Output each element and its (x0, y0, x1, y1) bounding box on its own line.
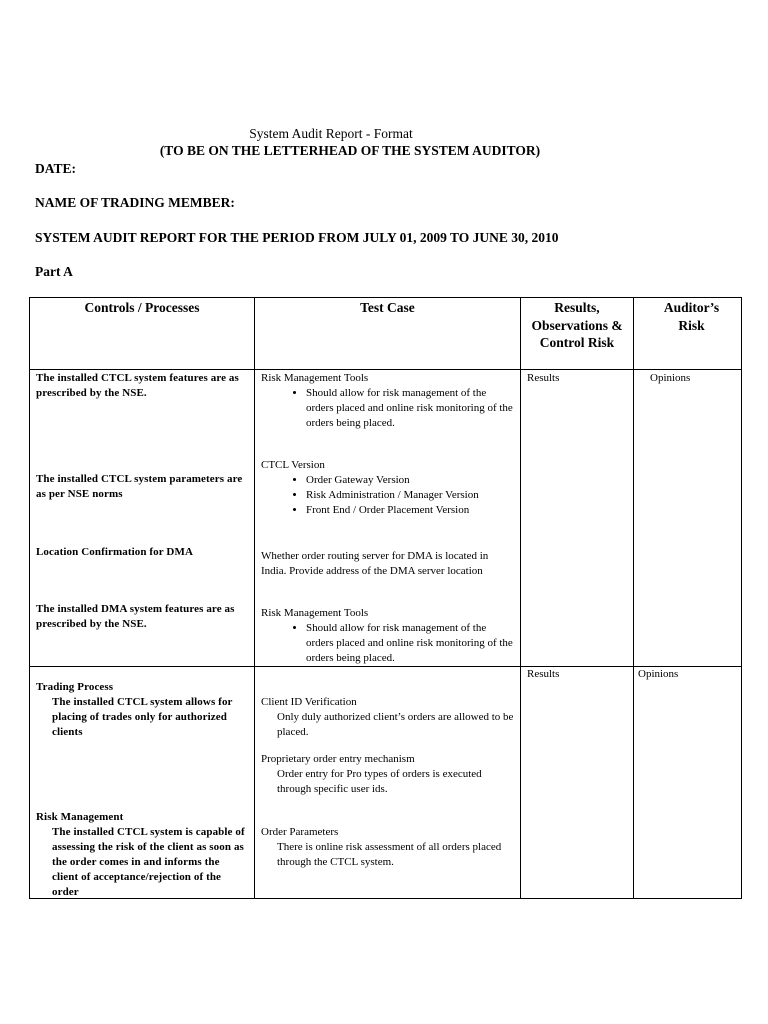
test-block (261, 371, 515, 431)
test-case-cell (255, 667, 521, 899)
control-item (36, 810, 248, 900)
header-test-case: Test Case (255, 298, 521, 370)
test-block (261, 458, 515, 518)
test-bullet: • Order Gateway Version (306, 473, 515, 488)
date-label: DATE: (35, 161, 77, 176)
header-auditor-risk: Auditor’s Risk (634, 298, 742, 370)
header-controls: Controls / Processes (30, 298, 255, 370)
test-bullets (261, 621, 515, 666)
document-subtitle: (TO BE ON THE LETTERHEAD OF THE SYSTEM AUDITOR) (159, 143, 541, 158)
results-text: Results (527, 372, 560, 384)
control-item: The installed DMA system features are as prescribed by the NSE. (36, 603, 235, 630)
audit-table (29, 297, 742, 899)
table-header-row (30, 298, 742, 370)
results-cell (521, 370, 634, 667)
test-title: Order Parameters (261, 826, 339, 838)
test-title: Client ID Verification (261, 696, 357, 708)
test-title: Proprietary order entry mechanism (261, 753, 415, 765)
test-text: Only duly authorized client’s orders are allowed to be placed. (277, 711, 514, 738)
test-bullet: • Front End / Order Placement Version (306, 503, 515, 518)
control-item: Location Confirmation for DMA (36, 546, 193, 558)
control-title: Trading Process (36, 681, 114, 693)
control-text: The installed CTCL system is capable of assessing the risk of the client as soon as the order comes in and informs the client of acceptance/rejection of the order (52, 826, 245, 898)
trading-member-label: NAME OF TRADING MEMBER: (35, 195, 235, 210)
table-row (30, 667, 742, 899)
opinions-text: Opinions (638, 668, 679, 680)
test-bullet: • Should allow for risk management of the orders placed and online risk monitoring of the orders being placed. (306, 621, 515, 666)
table-row (30, 370, 742, 667)
test-bullet: • Risk Administration / Manager Version (306, 488, 515, 503)
test-block (261, 606, 515, 666)
test-text: There is online risk assessment of all orders placed through the CTCL system. (277, 841, 502, 868)
audit-period-heading: SYSTEM AUDIT REPORT FOR THE PERIOD FROM JULY 01, 2009 TO JUNE 30, 2010 (35, 230, 559, 245)
results-text: Results (527, 668, 560, 680)
test-text: Order entry for Pro types of orders is executed through specific user ids. (277, 768, 482, 795)
control-item: The installed CTCL system features are as prescribed by the NSE. (36, 372, 239, 399)
test-block (261, 752, 515, 797)
test-bullet: • Should allow for risk management of the orders placed and online risk monitoring of the orders being placed. (306, 386, 515, 431)
test-case-cell (255, 370, 521, 667)
test-block (261, 695, 515, 740)
results-cell (521, 667, 634, 899)
controls-cell (30, 370, 255, 667)
document-title: System Audit Report - Format (249, 126, 413, 141)
test-title: CTCL Version (261, 459, 325, 471)
opinions-text: Opinions (650, 372, 691, 384)
auditor-cell (634, 370, 742, 667)
controls-cell (30, 667, 255, 899)
test-bullets (261, 473, 515, 518)
test-block (261, 825, 515, 870)
control-item (36, 680, 248, 740)
control-title: Risk Management (36, 811, 124, 823)
control-text: The installed CTCL system allows for placing of trades only for authorized clients (52, 696, 233, 738)
auditor-cell (634, 667, 742, 899)
test-bullets (261, 386, 515, 431)
test-text: Whether order routing server for DMA is located in India. Provide address of the DMA server location (261, 550, 489, 577)
test-title: Risk Management Tools (261, 607, 369, 619)
header-results: Results, Observations & Control Risk (521, 298, 634, 370)
part-heading: Part A (35, 264, 73, 279)
test-title: Risk Management Tools (261, 372, 369, 384)
control-item: The installed CTCL system parameters are as per NSE norms (36, 473, 243, 500)
